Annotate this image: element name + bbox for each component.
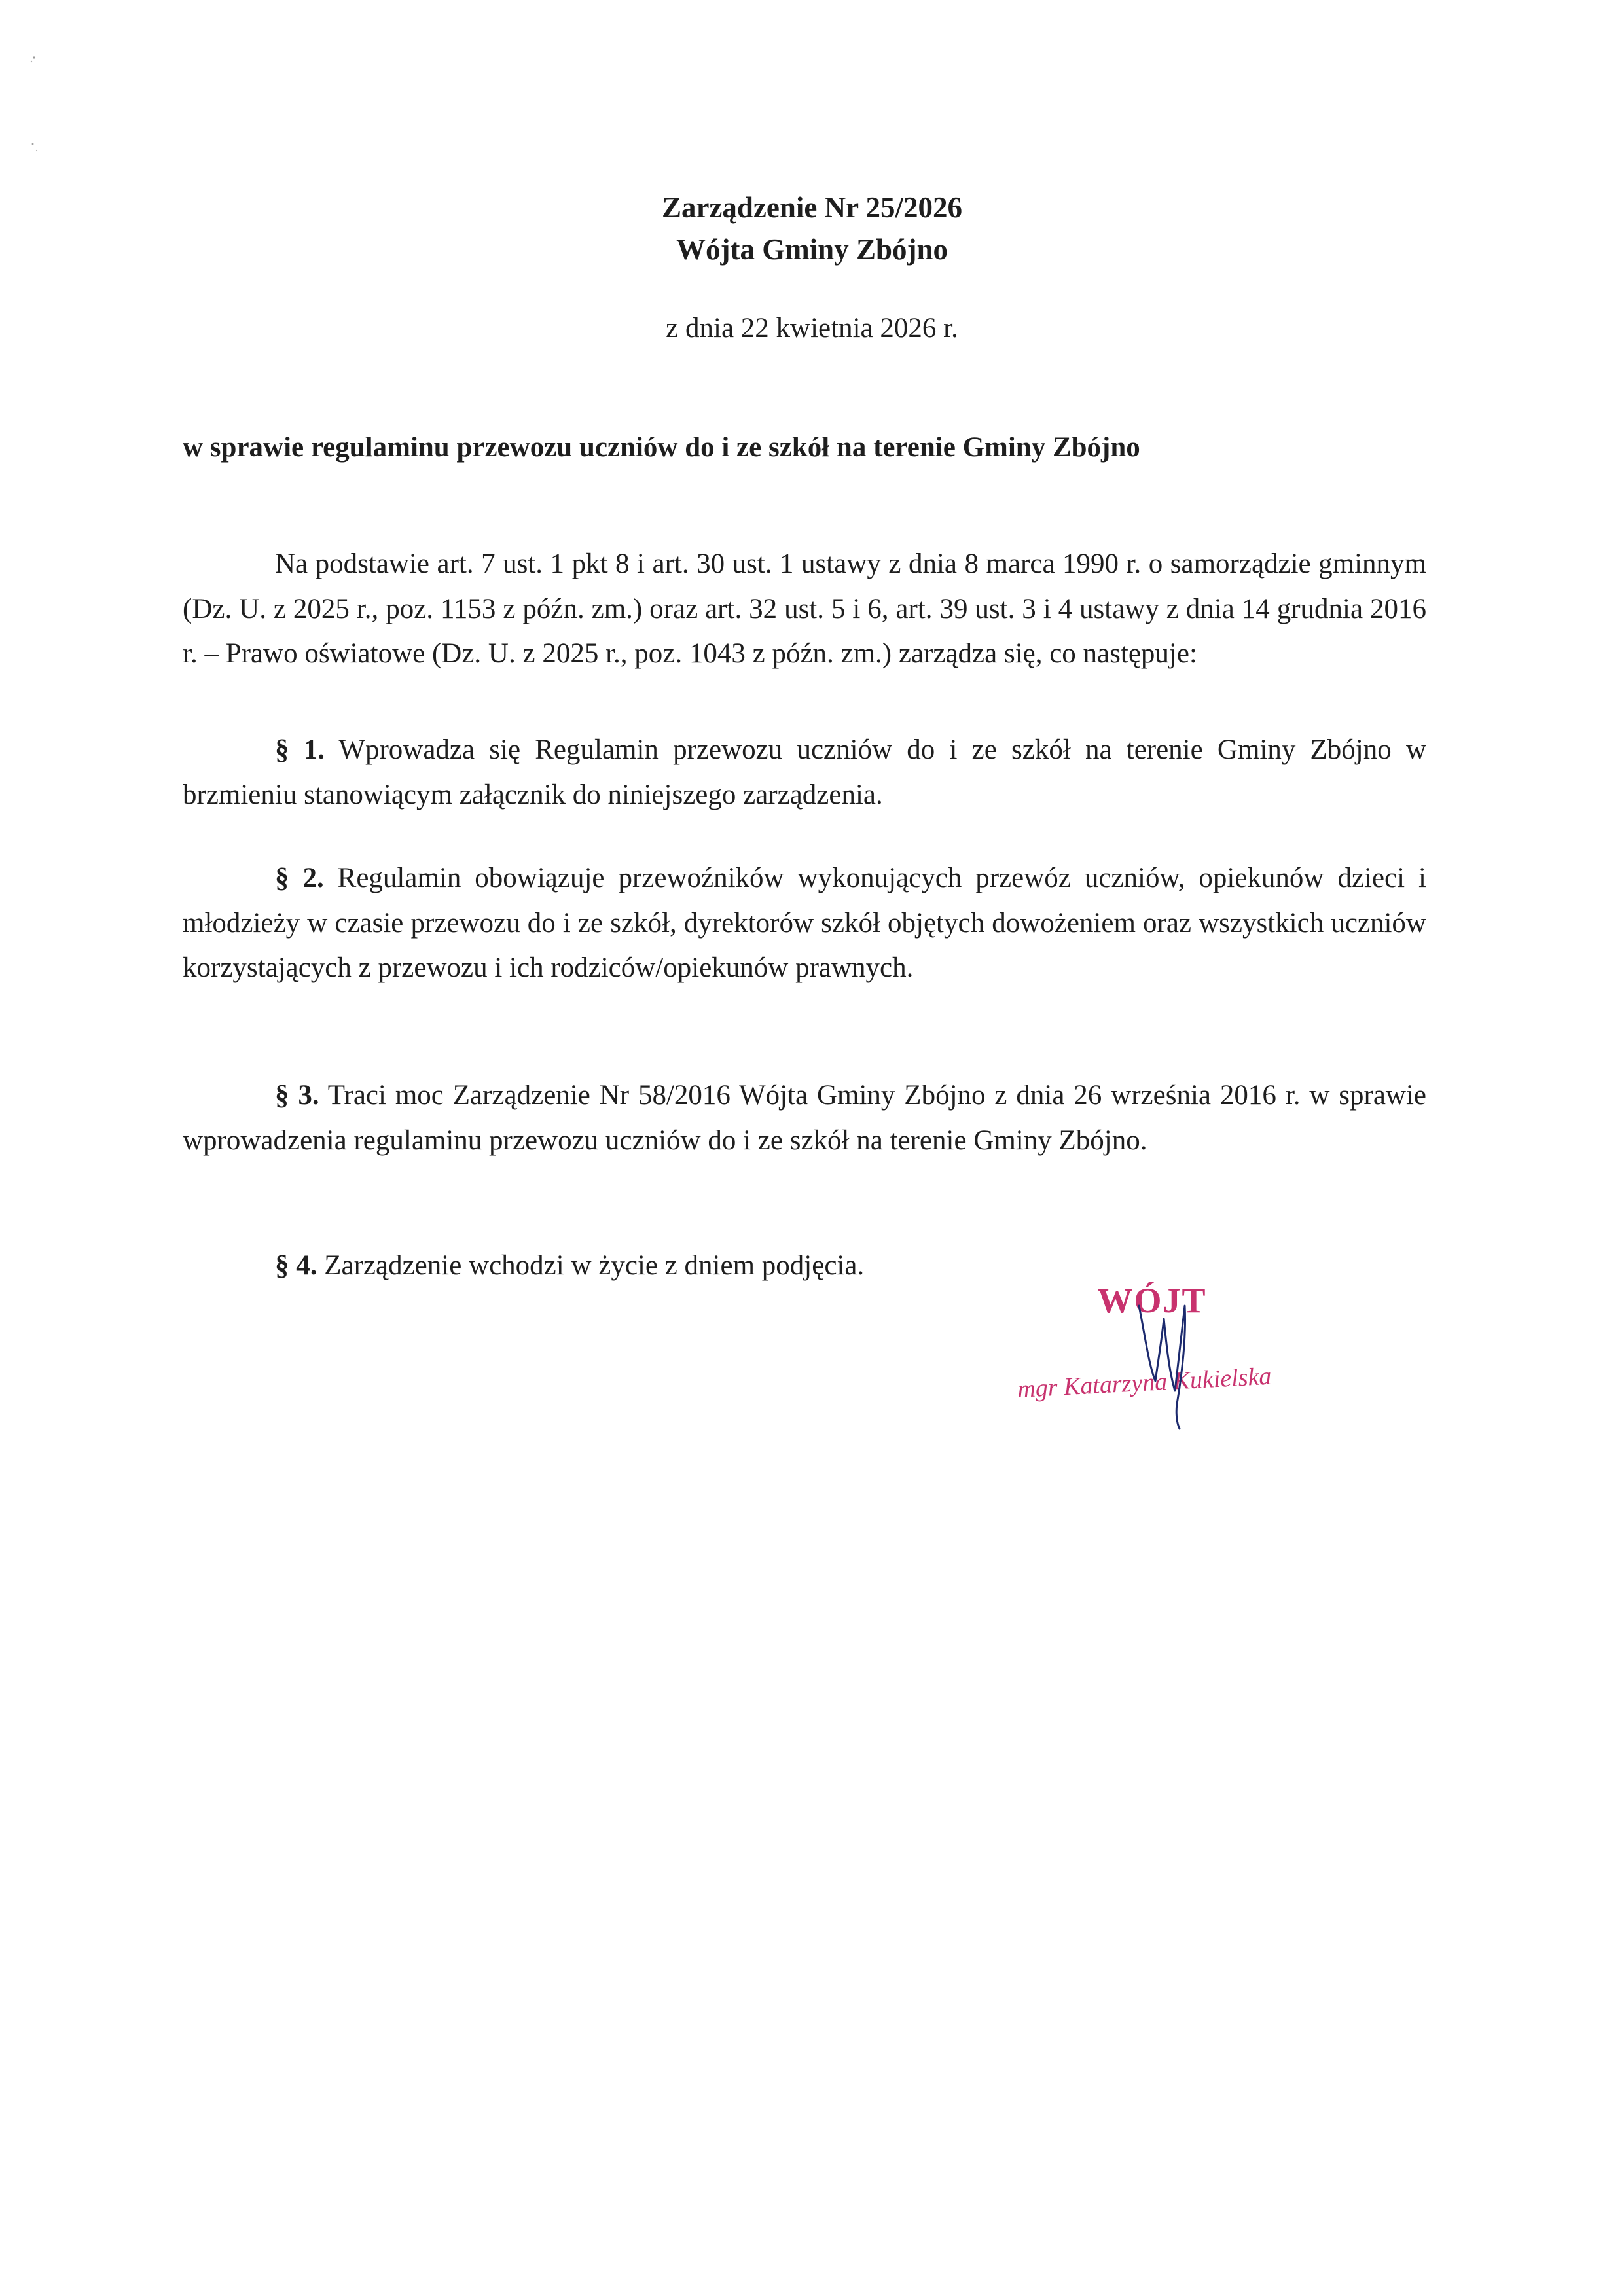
preamble — [183, 542, 1426, 677]
section-2 — [183, 856, 1426, 991]
stamp-and-signature — [1015, 1266, 1355, 1430]
preamble-text: Na podstawie art. 7 ust. 1 pkt 8 i art. 30 ust. 1 ustawy z dnia 8 marca 1990 r. o samorządzie gminnym (Dz. U. z 2025 r., poz. 1153 z późn. zm.) oraz art. 32 ust. 5 i 6, art. 39 ust. 3 i 4 ustawy z dnia 14 grudnia 2016 r. – Prawo oświatowe (Dz. U. z 2025 r., poz. 1043 z późn. zm.) zarządza się, co następuje: — [183, 548, 1426, 669]
document-subject: w sprawie regulaminu przewozu uczniów do i ze szkół na terenie Gminy Zbójno — [183, 432, 1140, 463]
section-4-text: Zarządzenie wchodzi w życie z dniem podjęcia. — [324, 1250, 865, 1281]
section-1-text: Wprowadza się Regulamin przewozu uczniów do i ze szkół na terenie Gminy Zbójno w brzmieniu stanowiącym załącznik do niniejszego zarządzenia. — [183, 734, 1427, 810]
document-title: Zarządzenie Nr 25/2026 — [661, 191, 963, 224]
section-1-number: § 1. — [275, 734, 325, 765]
stamp-office: WÓJT — [1097, 1281, 1207, 1320]
document-issuer: Wójta Gminy Zbójno — [676, 233, 948, 266]
section-3 — [183, 1073, 1426, 1163]
section-3-text: Traci moc Zarządzenie Nr 58/2016 Wójta Gminy Zbójno z dnia 26 września 2016 r. w sprawie wprowadzenia regulaminu przewozu uczniów do i ze szkół na terenie Gminy Zbójno. — [183, 1080, 1427, 1156]
scan-specks — [26, 52, 46, 164]
document-date: z dnia 22 kwietnia 2026 r. — [666, 313, 958, 344]
section-2-number: § 2. — [275, 863, 324, 893]
section-3-number: § 3. — [275, 1080, 319, 1111]
section-4-number: § 4. — [275, 1250, 317, 1281]
stamp-name: mgr Katarzyna Kukielska — [1017, 1362, 1272, 1403]
handwritten-signature — [1139, 1306, 1185, 1429]
section-2-text: Regulamin obowiązuje przewoźników wykonujących przewóz uczniów, opiekunów dzieci i młodzieży w czasie przewozu do i ze szkół, dyrektorów szkół objętych dowożeniem oraz wszystkich uczniów korzystających z przewozu i ich rodziców/opiekunów prawnych. — [183, 863, 1426, 983]
section-1 — [183, 728, 1426, 817]
